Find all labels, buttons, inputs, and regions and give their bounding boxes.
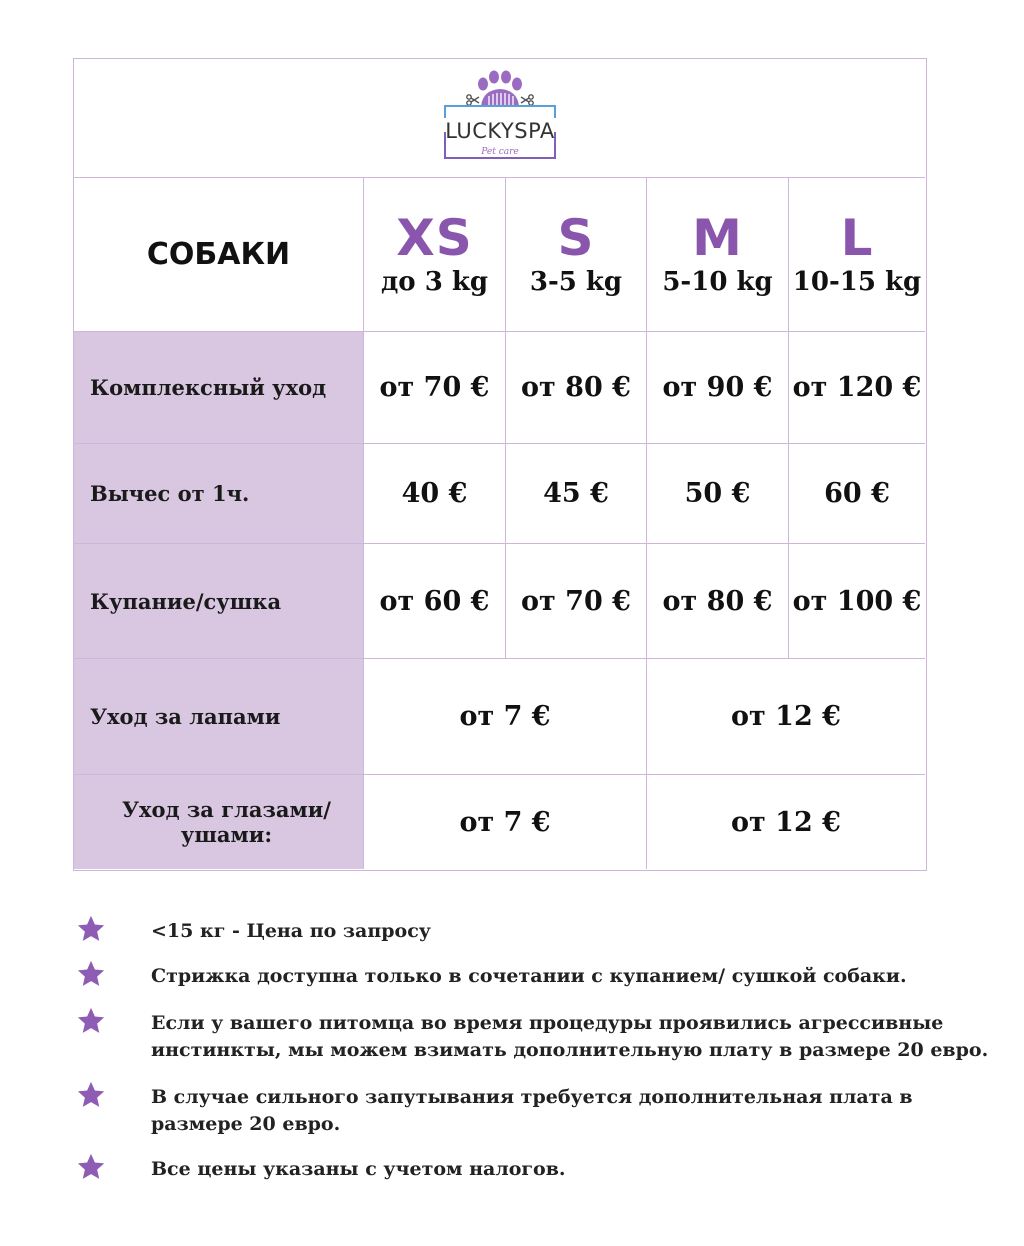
size-weight: 5-10 kg [662, 266, 773, 297]
size-weight: 10-15 kg [792, 266, 922, 297]
svg-text:LUCKYSPA: LUCKYSPA [444, 119, 555, 143]
size-letter: XS [396, 208, 473, 267]
price-cell: 60 € [789, 444, 925, 544]
star-icon [76, 1080, 106, 1110]
price-cell: от 80 € [647, 544, 789, 659]
note-text: Все цены указаны с учетом налогов. [151, 1158, 566, 1180]
size-letter: M [692, 208, 743, 267]
svg-text:Pet care: Pet care [480, 147, 519, 157]
dogs-title: СОБАКИ [146, 237, 291, 272]
size-header-s [506, 178, 647, 332]
size-weight: 3-5 kg [529, 266, 623, 297]
price-cell: 40 € [364, 444, 506, 544]
row-label-complex-care [74, 332, 364, 444]
price-cell: от 80 € [506, 332, 647, 444]
price-cell: от 70 € [364, 332, 506, 444]
price-cell: от 60 € [364, 544, 506, 659]
price-cell-wide: от 12 € [731, 806, 841, 838]
star-icon [76, 1152, 106, 1182]
lucky-spa-logo [435, 70, 565, 166]
paw-icon [478, 71, 522, 107]
row-label-paw-care [74, 659, 364, 775]
note-text: В случае сильного запутывания требуется дополнительная плата в размере 20 евро. [151, 1086, 913, 1135]
price-cell: 50 € [647, 444, 789, 544]
note-text: Если у вашего питомца во время процедуры проявились агрессивные инстинкты, мы можем взимать дополнительную плату в размере 20 евро. [151, 1012, 989, 1061]
star-icon [76, 1006, 106, 1036]
star-icon [76, 914, 106, 944]
price-cell: от 120 € [789, 332, 925, 444]
dogs-title-cell [74, 178, 364, 332]
row-label: Комплексный уход [90, 375, 327, 400]
price-cell: от 100 € [789, 544, 925, 659]
note-text: Стрижка доступна только в сочетании с купанием/ сушкой собаки. [151, 965, 907, 987]
row-label: Купание/сушка [90, 588, 282, 614]
price-cell: от 90 € [647, 332, 789, 444]
row-label: Вычес от 1ч. [90, 481, 250, 506]
row-label-eye-ear-care [74, 775, 364, 869]
row-label-bathing [74, 544, 364, 659]
size-letter: S [557, 208, 595, 267]
row-label: Уход за глазами/ушами: [122, 797, 331, 847]
note-text: <15 кг - Цена по запросу [151, 920, 431, 942]
star-icon [76, 959, 106, 989]
price-cell-wide: от 7 € [364, 775, 647, 869]
size-letter: L [840, 208, 874, 267]
size-header-l [789, 178, 925, 332]
price-table [73, 58, 927, 871]
size-weight: до 3 kg [380, 266, 489, 297]
size-header-m [647, 178, 789, 332]
logo-cell [74, 59, 925, 178]
price-cell-wide: от 7 € [364, 659, 647, 775]
row-label: Уход за лапами [90, 704, 281, 729]
size-header-xs [364, 178, 506, 332]
price-cell: 45 € [506, 444, 647, 544]
price-cell: от 70 € [506, 544, 647, 659]
row-label-deshedding [74, 444, 364, 544]
price-cell-wide: от 12 € [647, 659, 925, 775]
